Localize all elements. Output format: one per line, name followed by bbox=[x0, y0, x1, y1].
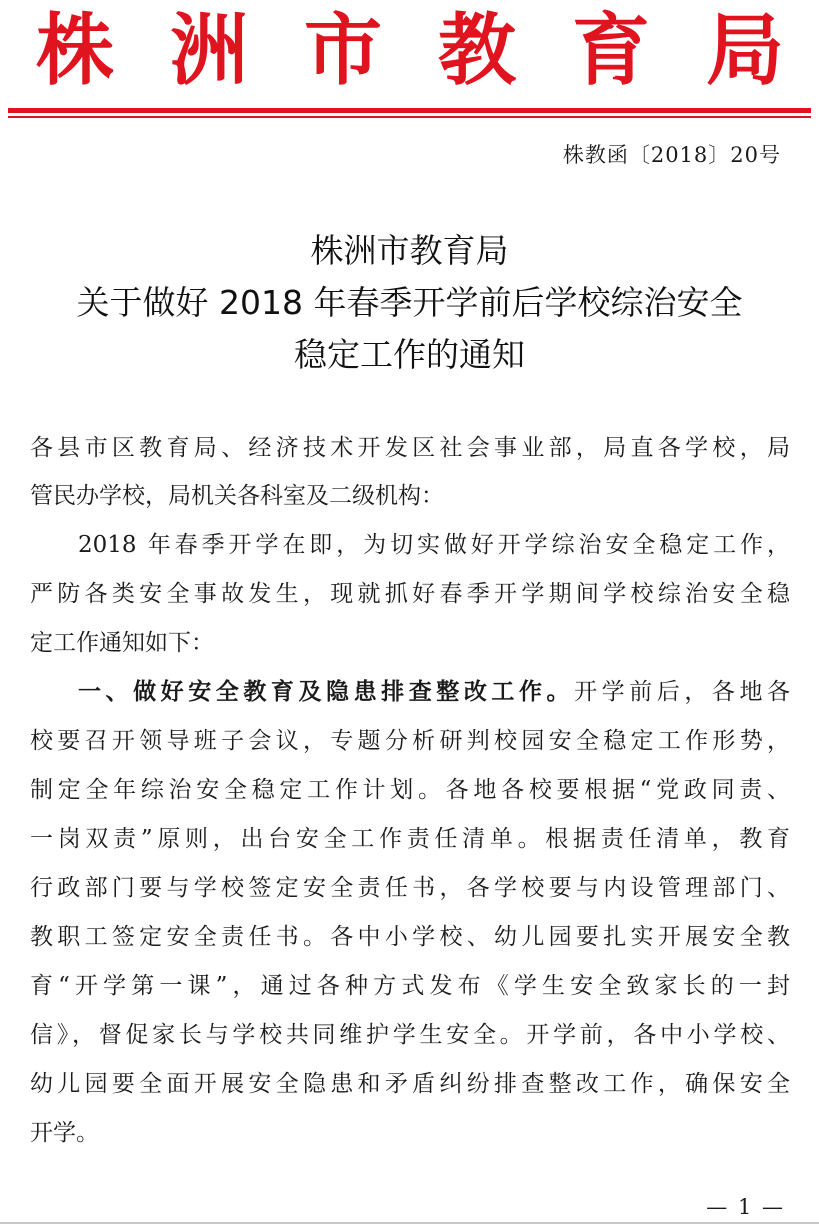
intro-line: 严防各类安全事故发生，现就抓好春季开学期间学校综治安全稳 bbox=[30, 581, 790, 607]
masthead bbox=[30, 6, 790, 96]
section-1-line: 幼儿园要全面开展安全隐患和矛盾纠纷排查整改工作，确保安全 bbox=[30, 1071, 790, 1097]
section-1-lead-line bbox=[30, 668, 790, 716]
section-1-line: 信》，督促家长与学校共同维护学生安全。开学前，各中小学校、 bbox=[30, 1022, 790, 1048]
red-divider-thin bbox=[8, 116, 811, 118]
title-line-3: 稳定工作的通知 bbox=[294, 335, 525, 374]
masthead-char: 株 bbox=[35, 5, 114, 96]
section-1-line: 校要召开领导班子会议，专题分析研判校园安全稳定工作形势， bbox=[30, 728, 790, 754]
red-divider-thick bbox=[8, 108, 811, 113]
bottom-divider bbox=[0, 1222, 819, 1224]
page-number: — 1 — bbox=[706, 1195, 785, 1219]
intro-line: 定工作通知如下： bbox=[30, 630, 214, 656]
addressee-line: 管民办学校，局机关各科室及二级机构： bbox=[30, 483, 444, 509]
section-1-lead-text: 开学前后，各地各 bbox=[574, 679, 790, 705]
intro-line: 2018 年春季开学在即，为切实做好开学综治安全稳定工作， bbox=[78, 532, 790, 558]
masthead-char: 局 bbox=[705, 5, 784, 96]
masthead-char: 育 bbox=[571, 5, 650, 96]
section-1-line: 开学。 bbox=[30, 1120, 99, 1146]
document-number: 株教函〔2018〕20号 bbox=[562, 143, 781, 167]
masthead-char: 洲 bbox=[169, 5, 248, 96]
section-1-line: 制定全年综治安全稳定工作计划。各地各校要根据“党政同责、 bbox=[30, 777, 790, 803]
masthead-char: 市 bbox=[303, 5, 382, 96]
section-1-line: 教职工签定安全责任书。各中小学校、幼儿园要扎实开展安全教 bbox=[30, 924, 790, 950]
addressee-line: 各县市区教育局、经济技术开发区社会事业部，局直各学校，局 bbox=[30, 435, 790, 461]
section-1-line: 育“开学第一课”，通过各种方式发布《学生安全致家长的一封 bbox=[30, 973, 790, 999]
masthead-char: 教 bbox=[437, 5, 516, 96]
section-1-line: 一岗双责”原则，出台安全工作责任清单。根据责任清单，教育 bbox=[30, 826, 790, 852]
section-1-heading: 一、做好安全教育及隐患排查整改工作。 bbox=[78, 679, 575, 705]
section-1-line: 行政部门要与学校签定安全责任书，各学校要与内设管理部门、 bbox=[30, 875, 790, 901]
title-line-1: 株洲市教育局 bbox=[310, 231, 509, 270]
title-line-2: 关于做好 2018 年春季开学前后学校综治安全 bbox=[76, 283, 743, 322]
